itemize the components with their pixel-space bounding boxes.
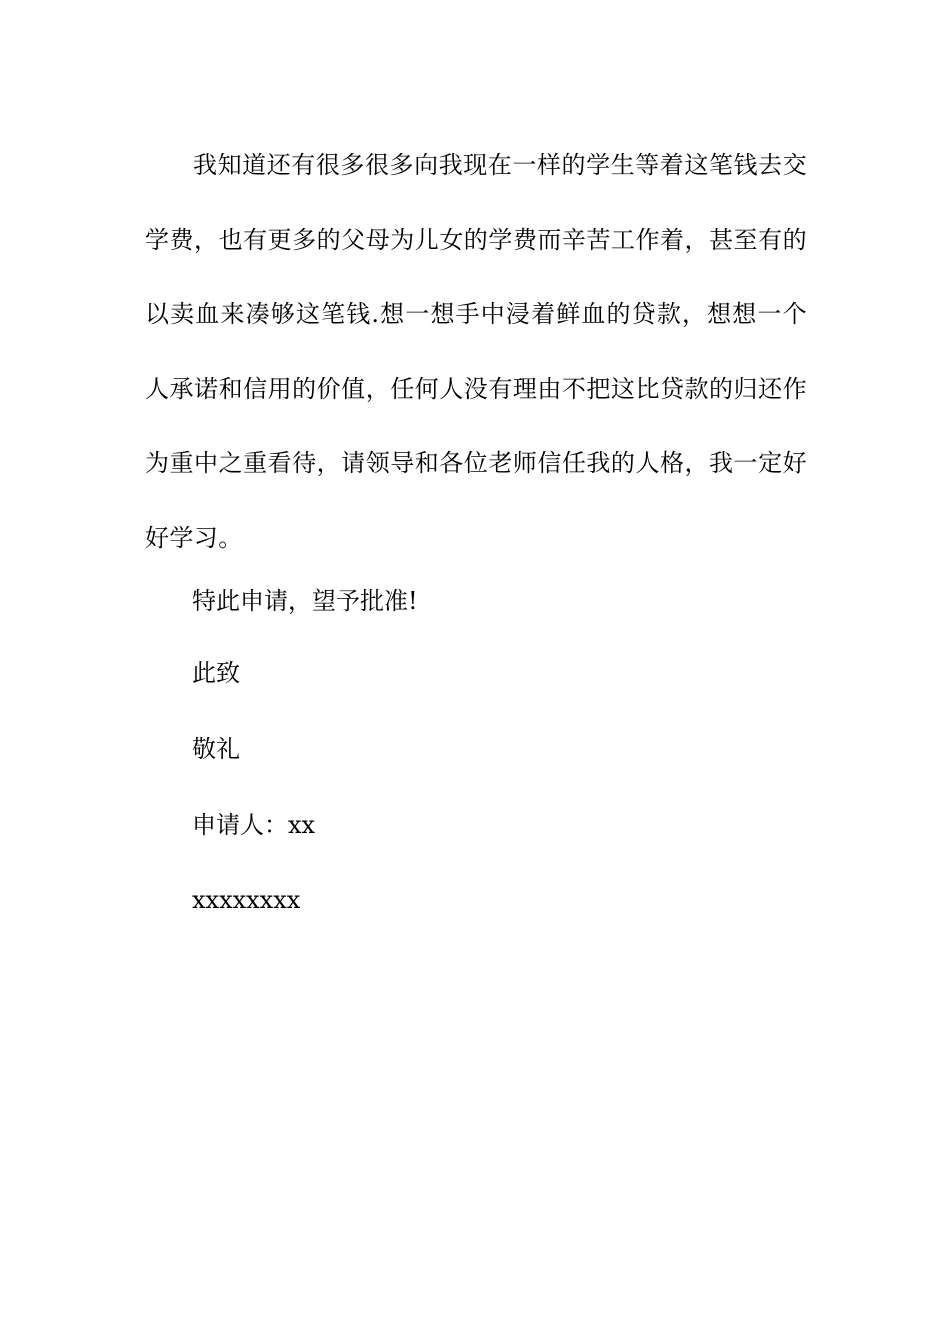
body-paragraph: 我知道还有很多很多向我现在一样的学生等着这笔钱去交学费，也有更多的父母为儿女的学费而辛苦工作着，甚至有的以卖血来凑够这笔钱.想一想手中浸着鲜血的贷款，想想一个人承诺和信用的价值，任何人没有理由不把这比贷款的归还作为重中之重看待，请领导和各位老师信任我的人格，我一定好好学习。: [145, 151, 807, 552]
date-line: xxxxxxxx: [192, 886, 301, 914]
salutation-jingli: 敬礼: [192, 735, 240, 763]
closing-request: 特此申请，望予批准!: [192, 587, 418, 615]
applicant-signature: 申请人：xx: [192, 811, 316, 839]
salutation-cizhi: 此致: [192, 659, 240, 687]
